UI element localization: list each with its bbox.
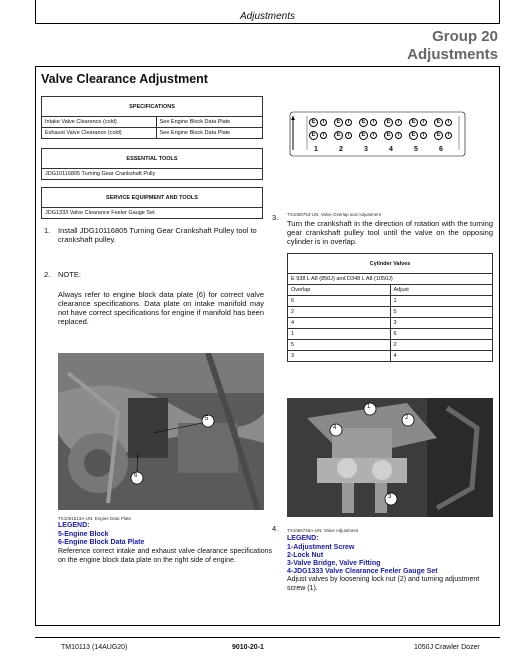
callout-4: 4	[333, 425, 337, 431]
step-number: 2.	[44, 270, 51, 279]
cylinder-table-model: E 938 L A8 (850J) and D348 L A8 (1050J)	[288, 274, 493, 285]
valve-adjustment-photo	[287, 398, 493, 517]
exhaust-valve-icon: E	[434, 131, 443, 140]
figure-caption: TX1066753-UN: Valve Overlap and Adjustment	[287, 212, 381, 217]
overlap-cell: 3	[288, 351, 391, 362]
adjust-cell: 5	[390, 307, 493, 318]
cylinder-number: 3	[364, 146, 368, 153]
group-title: Adjustments	[407, 46, 498, 63]
legend-item: 5-Engine Block	[58, 531, 109, 538]
table-row	[288, 351, 493, 362]
header-frame	[35, 0, 500, 24]
intake-valve-icon: I	[420, 119, 427, 126]
note-text: Always refer to engine block data plate (6) for correct valve clearance specifications. Data plate on intake manifold may not have correct specifications for engine if manifold has been replaced.	[58, 290, 264, 326]
spec-cell: Intake Valve Clearance (cold)	[42, 117, 157, 128]
callout-6: 6	[134, 473, 138, 479]
table-row	[288, 307, 493, 318]
exhaust-valve-icon: E	[409, 131, 418, 140]
intake-valve-icon: I	[445, 132, 452, 139]
spec-cell: See Engine Block Data Plate	[156, 128, 262, 139]
footer-model: 1050J Crawler Dozer	[414, 644, 480, 651]
intake-valve-icon: I	[445, 119, 452, 126]
spec-cell: See Engine Block Data Plate	[156, 117, 262, 128]
exhaust-valve-icon: E	[384, 118, 393, 127]
footer-rule	[35, 637, 500, 638]
legend-item: 1-Adjustment Screw	[287, 544, 355, 551]
intake-valve-icon: I	[320, 132, 327, 139]
adjust-cell: 4	[390, 351, 493, 362]
table-row	[288, 296, 493, 307]
figure-caption: TX1061513A-UN: Engine Data Plate	[58, 516, 132, 521]
overlap-cell: 1	[288, 329, 391, 340]
table-row	[288, 340, 493, 351]
page-title: Valve Clearance Adjustment	[41, 72, 208, 86]
figure-caption: TX1066746A-UN: Valve Adjustment	[287, 528, 359, 533]
column-header: Overlap	[288, 285, 391, 296]
overlap-cell: 6	[288, 296, 391, 307]
cylinder-number: 5	[414, 146, 418, 153]
cylinder-number: 1	[314, 146, 318, 153]
exhaust-valve-icon: E	[334, 118, 343, 127]
exhaust-valve-icon: E	[359, 131, 368, 140]
step-number: 3.	[272, 213, 279, 222]
essential-tools-heading: ESSENTIAL TOOLS	[42, 149, 263, 169]
figure-note: Reference correct intake and exhaust valve clearance specifications on the engine block data plate on the right side of engine.	[58, 548, 272, 564]
intake-valve-icon: I	[370, 119, 377, 126]
legend-item: 2-Lock Nut	[287, 552, 324, 559]
intake-valve-icon: I	[395, 119, 402, 126]
exhaust-valve-icon: E	[309, 118, 318, 127]
group-number: Group 20	[432, 28, 498, 45]
engine-data-plate-photo	[58, 353, 264, 510]
step-number: 1.	[44, 226, 51, 235]
cylinder-table-heading: Cylinder Valves	[288, 254, 493, 274]
exhaust-valve-icon: E	[434, 118, 443, 127]
legend-item: 3-Valve Bridge, Valve Fitting	[287, 560, 381, 567]
legend-item: 6-Engine Block Data Plate	[58, 539, 145, 546]
column-header: Adjust	[390, 285, 493, 296]
intake-valve-icon: I	[370, 132, 377, 139]
specifications-heading: SPECIFICATIONS	[42, 97, 263, 117]
spec-cell: Exhaust Valve Clearance (cold)	[42, 128, 157, 139]
exhaust-valve-icon: E	[309, 131, 318, 140]
cylinder-number: 6	[439, 146, 443, 153]
overlap-cell: 2	[288, 307, 391, 318]
step-text: Adjust valves by loosening lock nut (2) and turning adjustment screw (1).	[287, 576, 480, 592]
service-equipment-table	[41, 187, 263, 219]
legend-title: LEGEND:	[58, 522, 90, 529]
intake-valve-icon: I	[345, 132, 352, 139]
footer-doc-id: TM10113 (14AUG20)	[61, 644, 128, 651]
overlap-cell: 4	[288, 318, 391, 329]
essential-tools-table	[41, 148, 263, 180]
note-label: NOTE:	[58, 270, 81, 279]
overlap-cell: 5	[288, 340, 391, 351]
service-equipment-heading: SERVICE EQUIPMENT AND TOOLS	[42, 188, 263, 208]
table-row	[288, 329, 493, 340]
service-equipment-cell: JDG1333 Valve Clearance Feeler Gauge Set	[42, 208, 263, 219]
callout-1: 1	[367, 404, 371, 410]
step-number: 4.	[272, 524, 279, 533]
cylinder-number: 2	[339, 146, 343, 153]
step-text: Turn the crankshaft in the direction of rotation with the turning gear crankshaft pulley tool until the valve on the opposing cylinder is in overlap.	[287, 219, 493, 246]
callout-3: 3	[388, 494, 392, 500]
adjust-cell: 2	[390, 340, 493, 351]
exhaust-valve-icon: E	[409, 118, 418, 127]
section-header: Adjustments	[239, 11, 296, 22]
essential-tool-cell: JDG10116805 Turning Gear Crankshaft Pully	[42, 169, 263, 180]
adjust-cell: 3	[390, 318, 493, 329]
intake-valve-icon: I	[320, 119, 327, 126]
intake-valve-icon: I	[345, 119, 352, 126]
exhaust-valve-icon: E	[384, 131, 393, 140]
exhaust-valve-icon: E	[359, 118, 368, 127]
callout-5: 5	[205, 416, 209, 422]
intake-valve-icon: I	[420, 132, 427, 139]
cylinder-valves-table	[287, 253, 493, 362]
adjust-cell: 1	[390, 296, 493, 307]
legend-item: 4-JDG1333 Valve Clearance Feeler Gauge Set	[287, 568, 438, 575]
cylinder-number: 4	[389, 146, 393, 153]
adjust-cell: 6	[390, 329, 493, 340]
step-text: Install JDG10116805 Turning Gear Crankshaft Pulley tool to crankshaft pulley.	[58, 226, 257, 244]
intake-valve-icon: I	[395, 132, 402, 139]
specifications-table	[41, 96, 263, 139]
exhaust-valve-icon: E	[334, 131, 343, 140]
callout-2: 2	[405, 415, 409, 421]
footer-page-number: 9010-20-1	[232, 644, 264, 651]
table-row	[288, 318, 493, 329]
valve-overlap-diagram	[287, 110, 470, 162]
legend-title: LEGEND:	[287, 535, 319, 542]
